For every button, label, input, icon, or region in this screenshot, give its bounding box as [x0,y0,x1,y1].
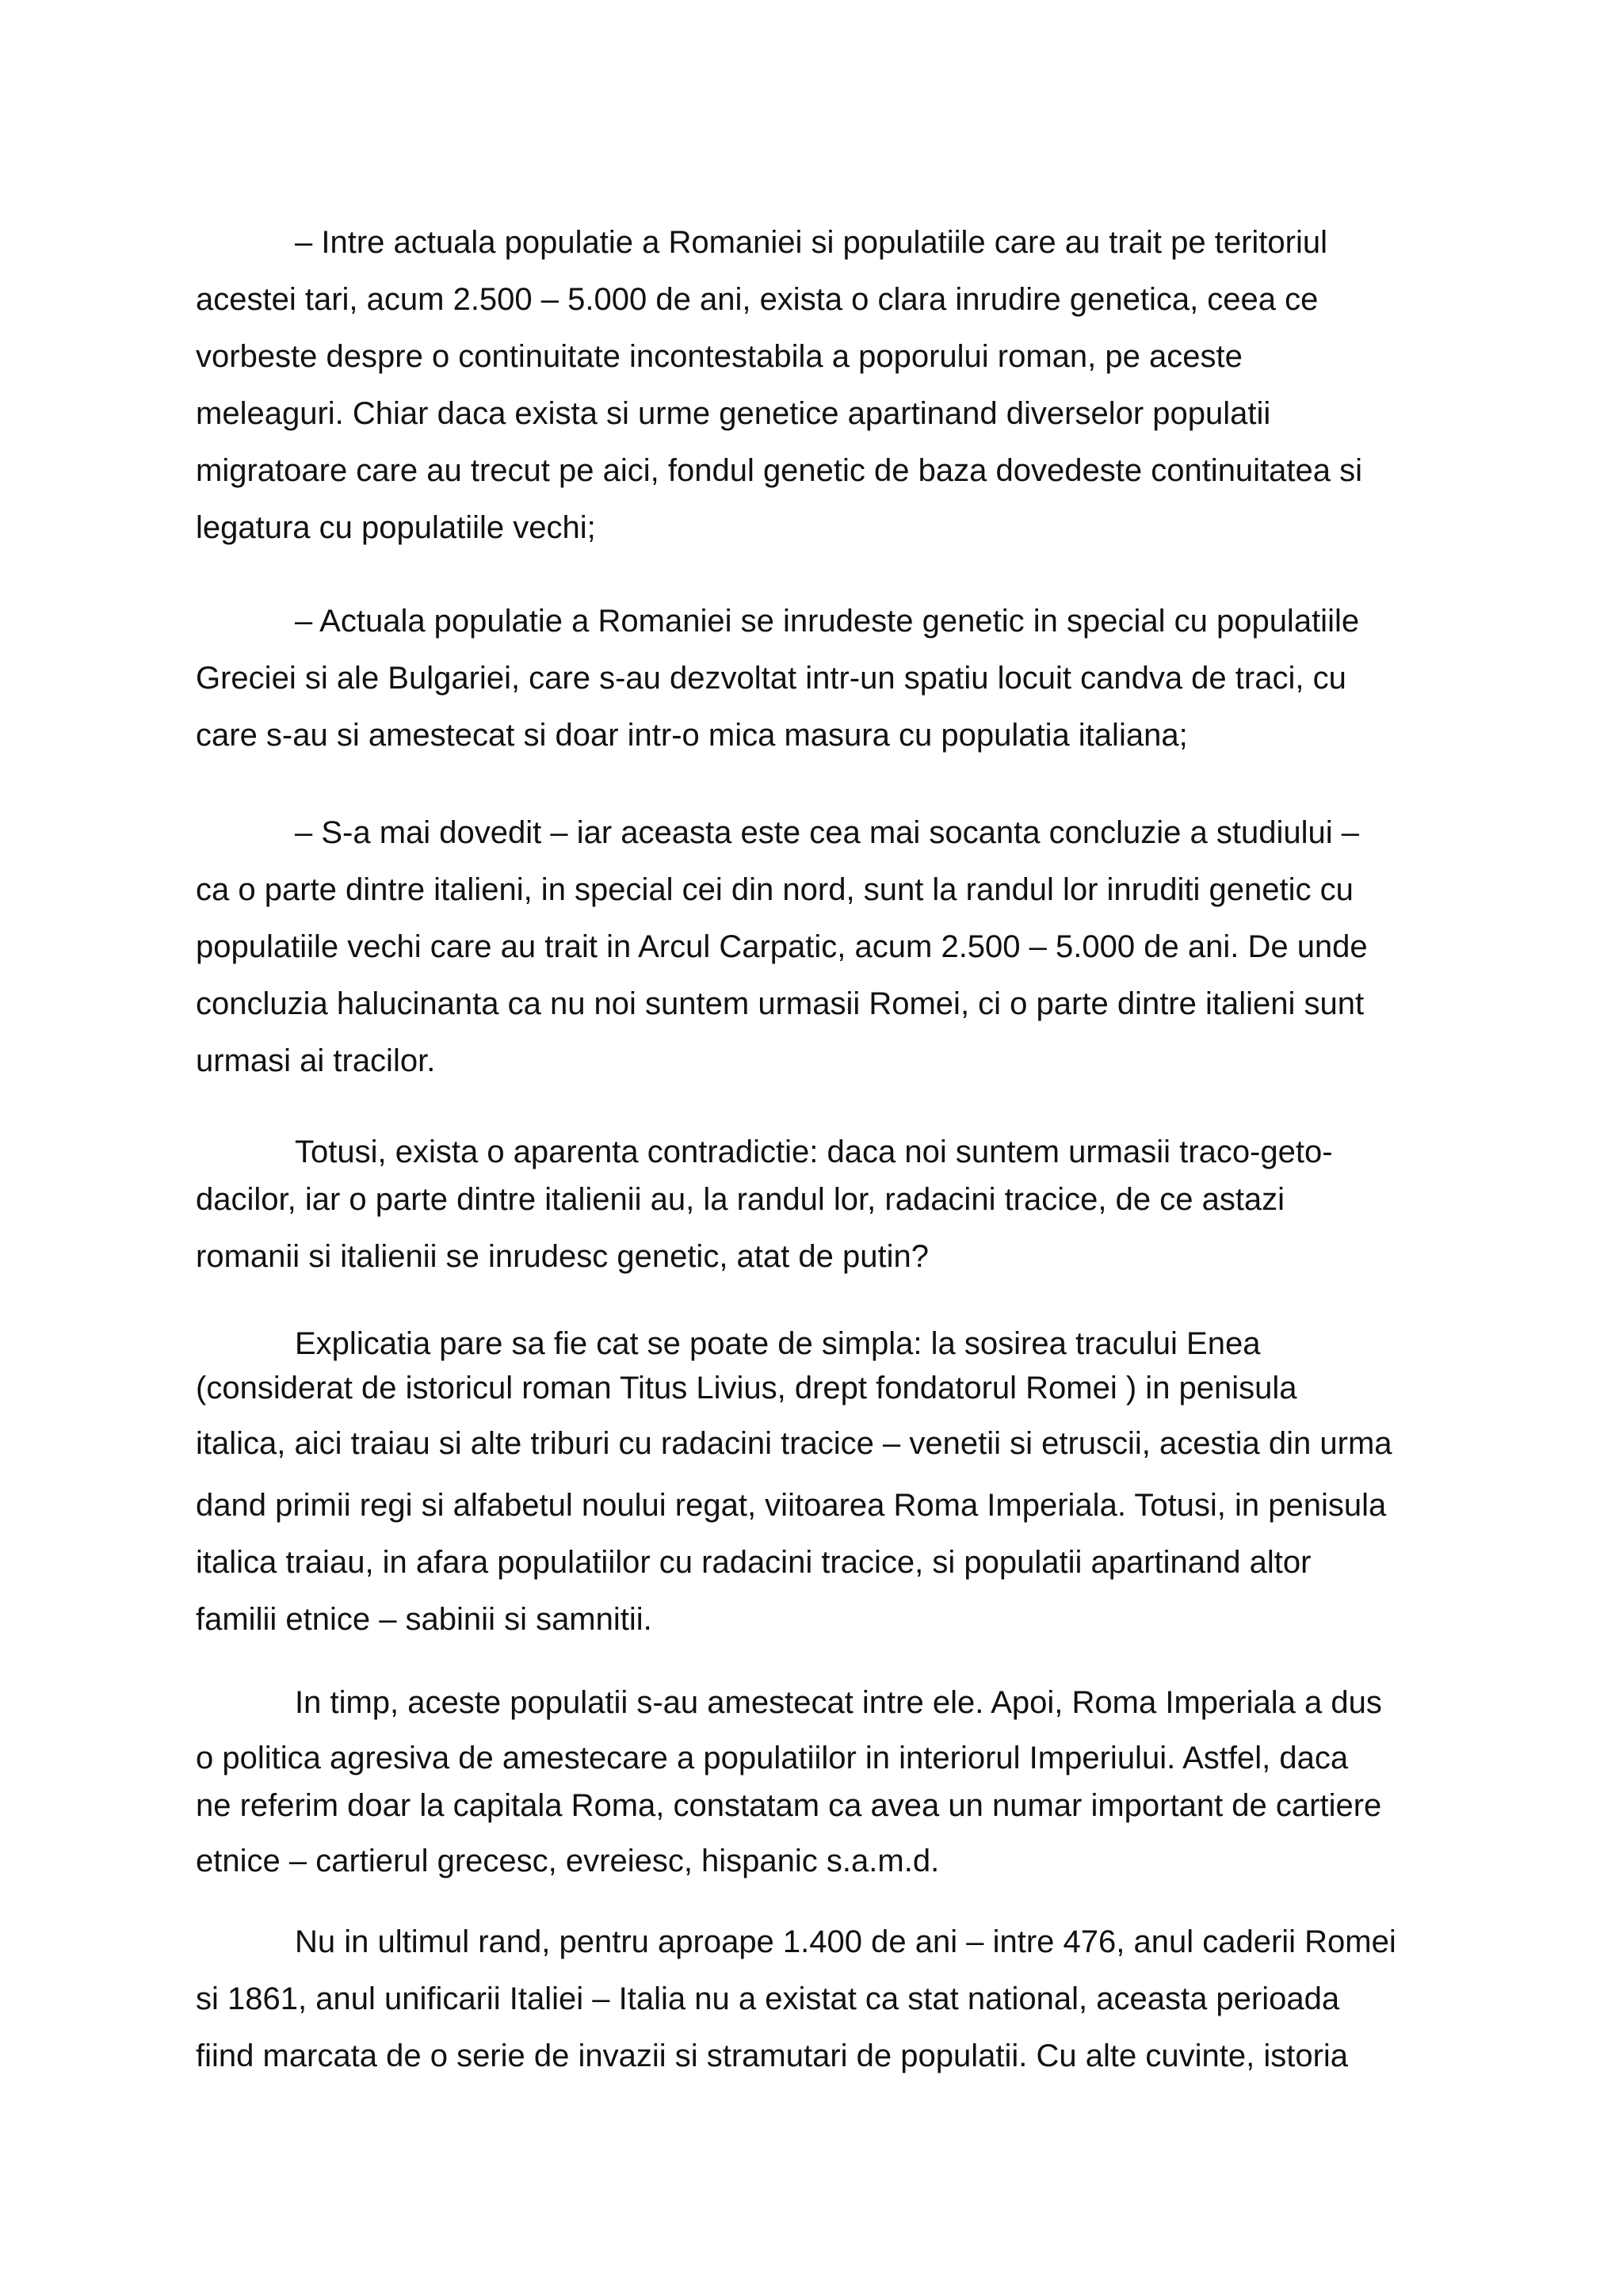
text-line: si 1861, anul unificarii Italiei – Italia nu a existat ca stat national, aceasta perioada [196,1981,1340,2016]
text-line: In timp, aceste populatii s-au amestecat intre ele. Apoi, Roma Imperiala a dus [295,1685,1382,1720]
text-line: (considerat de istoricul roman Titus Livius, drept fondatorul Romei ) in penisula [196,1371,1297,1405]
text-line: etnice – cartierul grecesc, evreiesc, hispanic s.a.m.d. [196,1844,940,1878]
text-line: – Actuala populatie a Romaniei se inrudeste genetic in special cu populatiile [295,604,1360,639]
text-line: o politica agresiva de amestecare a populatiilor in interiorul Imperiului. Astfel, daca [196,1741,1349,1775]
paragraph-explanation [196,1322,1444,1648]
paragraph-shocking-conclusion [196,804,1444,1089]
text-line: romanii si italienii se inrudesc genetic, atat de putin? [196,1239,929,1274]
text-line: Totusi, exista o aparenta contradictie: daca noi suntem urmasii traco-geto- [295,1135,1333,1169]
paragraph-genetic-continuity [196,214,1444,556]
text-line: – Intre actuala populatie a Romaniei si populatiile care au trait pe teritoriul [295,225,1327,260]
text-line: ca o parte dintre italieni, in special cei din nord, sunt la randul lor inruditi genetic cu [196,872,1354,907]
text-line: meleaguri. Chiar daca exista si urme genetice apartinand diverselor populatii [196,396,1271,431]
text-line: ne referim doar la capitala Roma, constatam ca avea un numar important de cartiere [196,1788,1382,1823]
text-line: Explicatia pare sa fie cat se poate de simpla: la sosirea tracului Enea [295,1326,1261,1361]
text-line: care s-au si amestecat si doar intr-o mica masura cu populatia italiana; [196,718,1188,753]
text-line: Nu in ultimul rand, pentru aproape 1.400 de ani – intre 476, anul caderii Romei [295,1924,1396,1959]
text-line: familii etnice – sabinii si samnitii. [196,1602,652,1637]
text-line: dand primii regi si alfabetul noului regat, viitoarea Roma Imperiala. Totusi, in penisula [196,1488,1387,1523]
text-line: legatura cu populatiile vechi; [196,510,596,545]
text-line: populatiile vechi care au trait in Arcul Carpatic, acum 2.500 – 5.000 de ani. De unde [196,929,1368,964]
text-line: italica, aici traiau si alte triburi cu radacini tracice – venetii si etruscii, acestia din urma [196,1426,1392,1461]
text-line: – S-a mai dovedit – iar aceasta este cea mai socanta concluzie a studiului – [295,815,1359,850]
paragraph-contradiction [196,1128,1444,1280]
paragraph-greece-bulgaria [196,593,1444,764]
text-line: vorbeste despre o continuitate incontestabila a poporului roman, pe aceste [196,339,1243,374]
text-line: urmasi ai tracilor. [196,1043,436,1078]
text-line: concluzia halucinanta ca nu noi suntem urmasii Romei, ci o parte dintre italieni sunt [196,986,1365,1021]
text-line: acestei tari, acum 2.500 – 5.000 de ani, exista o clara inrudire genetica, ceea ce [196,282,1319,317]
text-line: fiind marcata de o serie de invazii si stramutari de populatii. Cu alte cuvinte, istoria [196,2039,1349,2073]
text-line: dacilor, iar o parte dintre italienii au, la randul lor, radacini tracice, de ce astazi [196,1182,1285,1217]
paragraph-italy-history [196,1913,1444,2084]
text-line: migratoare care au trecut pe aici, fondul genetic de baza dovedeste continuitatea si [196,453,1363,488]
paragraph-population-mixing [196,1675,1444,1897]
text-line: italica traiau, in afara populatiilor cu radacini tracice, si populatii apartinand altor [196,1545,1312,1580]
text-line: Greciei si ale Bulgariei, care s-au dezvoltat intr-un spatiu locuit candva de traci, cu [196,661,1346,696]
